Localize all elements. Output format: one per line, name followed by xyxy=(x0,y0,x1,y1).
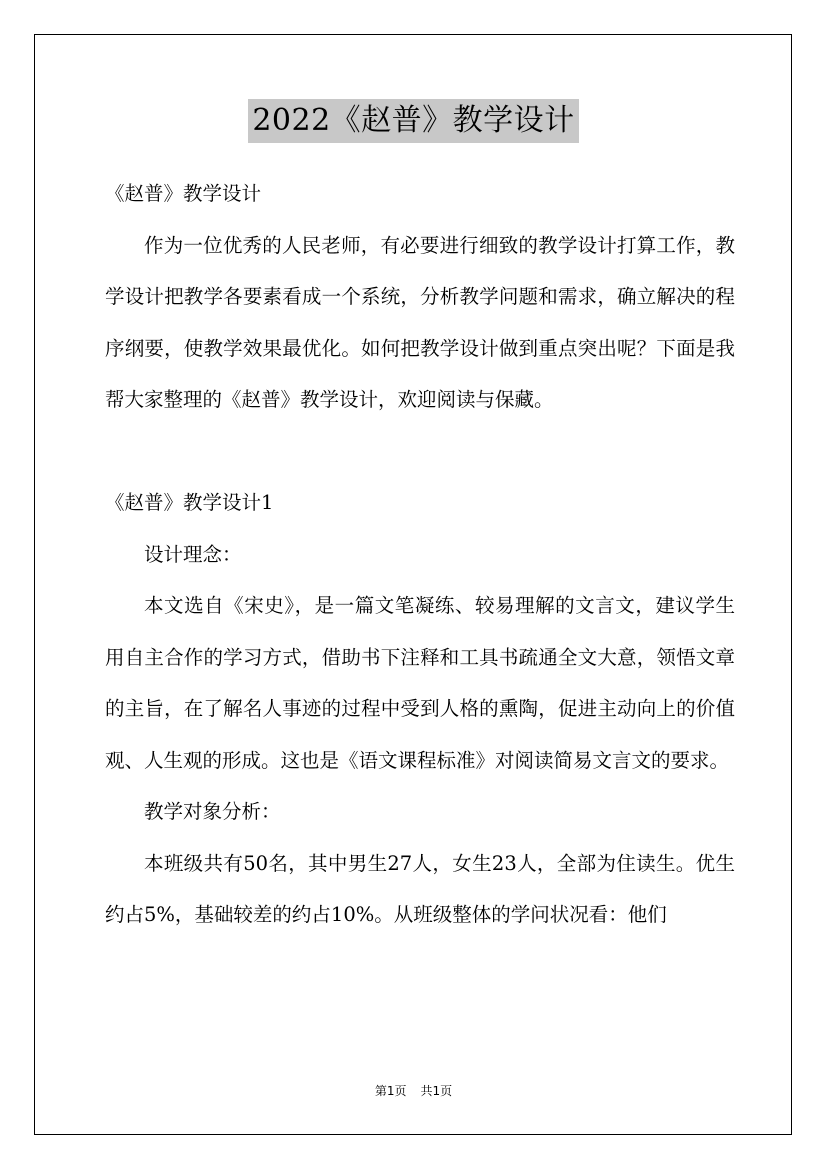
intro-paragraph: 作为一位优秀的人民老师，有必要进行细致的教学设计打算工作，教学设计把教学各要素看成一个系统，分析教学问题和需求，确立解决的程序纲要，使教学效果最优化。如何把教学设计做到重点突出呢？下面是我帮大家整理的《赵普》教学设计，欢迎阅读与保藏。 xyxy=(105,233,735,411)
page-footer xyxy=(0,1082,827,1099)
subsection-heading: 设计理念： xyxy=(144,542,242,566)
page-total: 共1页 xyxy=(420,1084,453,1098)
document-title: 2022《赵普》教学设计 xyxy=(248,99,578,143)
title-container xyxy=(0,99,827,143)
document-body xyxy=(105,168,735,941)
body-paragraph: 本班级共有50名，其中男生27人，女生23人，全部为住读生。优生约占5%，基础较差的约占10%。从班级整体的学问状况看：他们 xyxy=(105,851,735,926)
body-paragraph: 本文选自《宋史》，是一篇文笔凝练、较易理解的文言文，建议学生用自主合作的学习方式，借助书下注释和工具书疏通全文大意，领悟文章的主旨，在了解名人事迹的过程中受到人格的熏陶，促进主动向上的价值观、人生观的形成。这也是《语文课程标准》对阅读简易文言文的要求。 xyxy=(105,594,735,772)
paragraph-spacer xyxy=(105,426,735,478)
page-number: 第1页 xyxy=(374,1084,407,1098)
section-heading: 《赵普》教学设计 xyxy=(105,182,262,205)
section-heading: 《赵普》教学设计1 xyxy=(105,491,274,514)
subsection-heading: 教学对象分析： xyxy=(144,800,281,823)
